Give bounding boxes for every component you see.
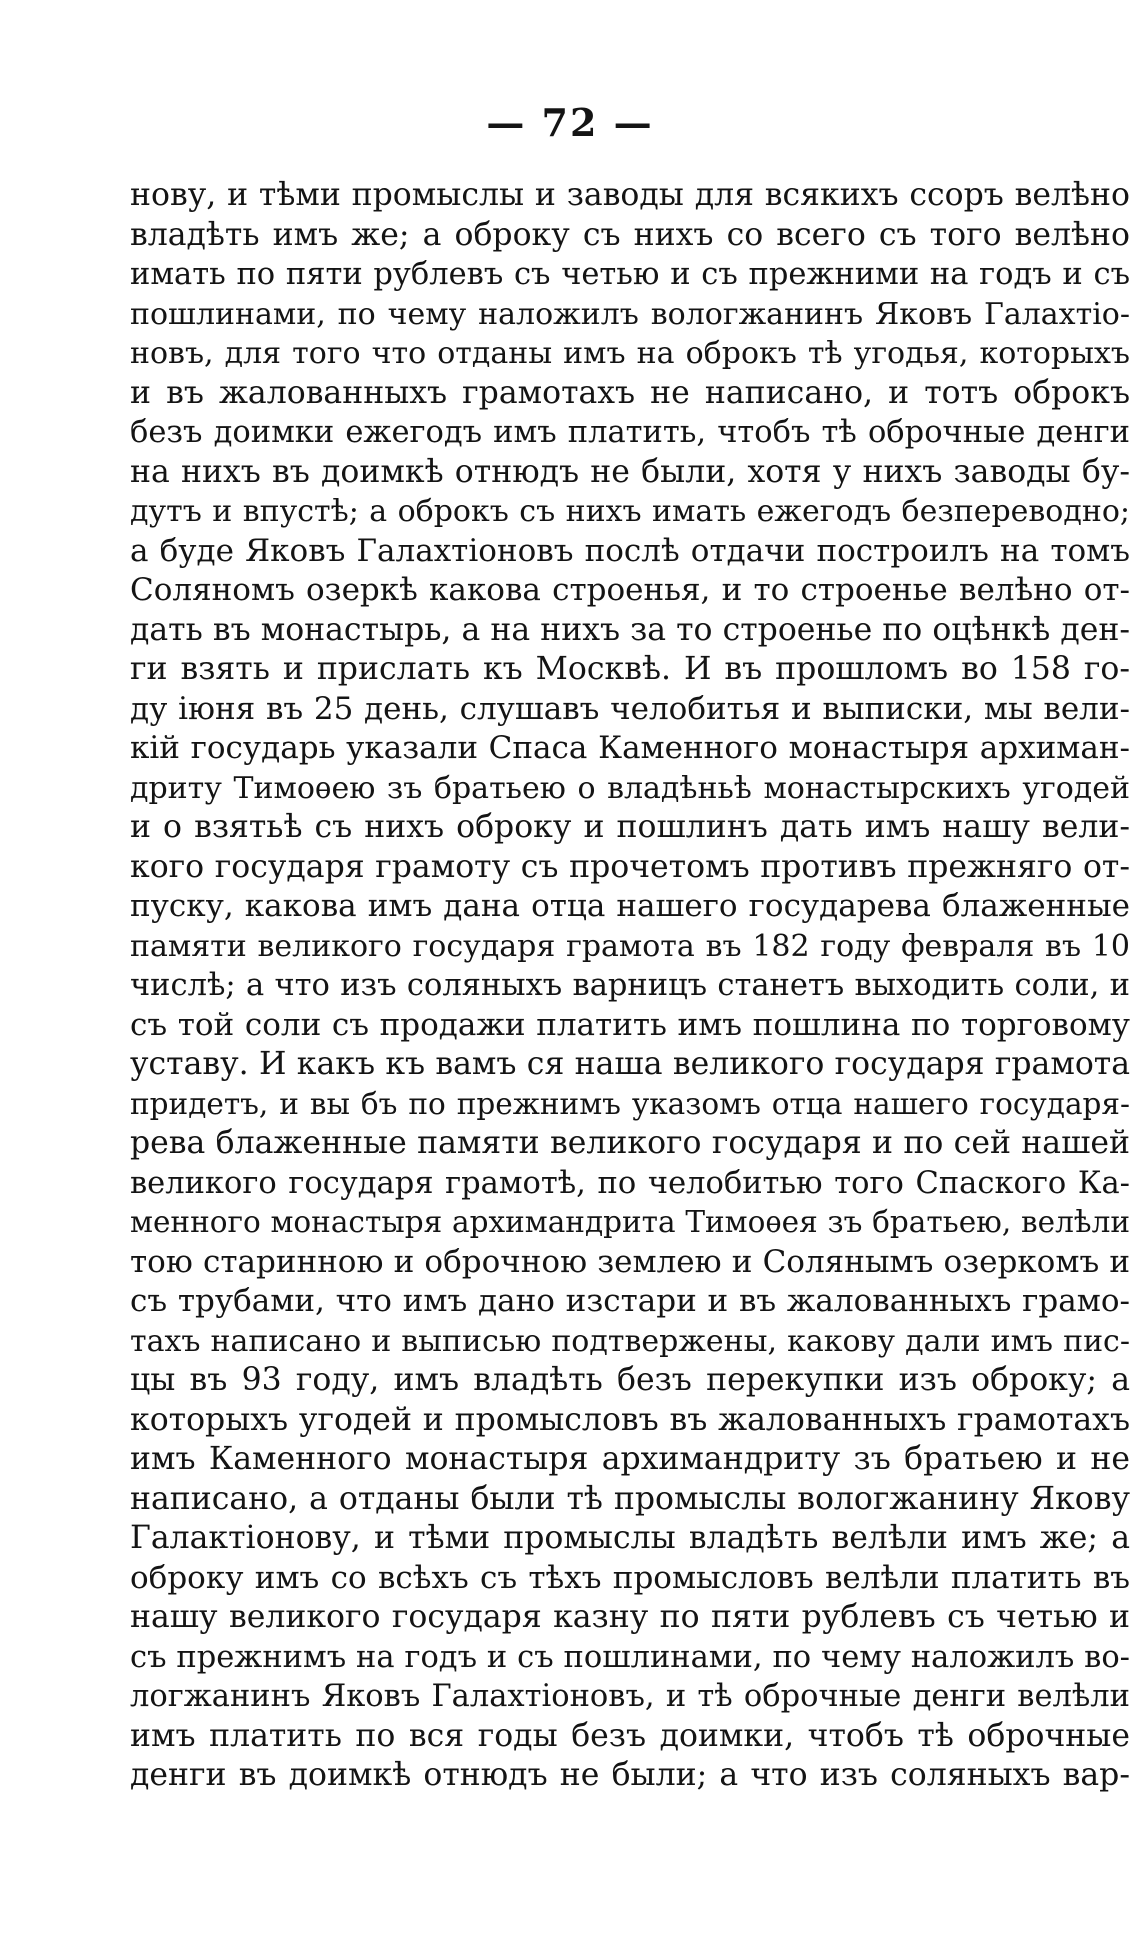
text-line: денги въ доимкѣ отнюдъ не были; а что изъ соляныхъ вар- <box>130 1757 1130 1793</box>
text-line: нашу великого государя казну по пяти рублевъ съ четью и <box>130 1599 1130 1635</box>
text-line: тою старинною и оброчною землею и Солянымъ озеркомъ и <box>130 1243 1130 1280</box>
text-line: дать въ монастырь, а на нихъ за то строенье по оцѣнкѣ ден- <box>130 611 1130 648</box>
text-line: нову, и тѣми промыслы и заводы для всякихъ ссоръ велѣно <box>130 177 1130 213</box>
text-line: рева блаженные памяти великого государя и по сей нашей <box>130 1125 1130 1161</box>
text-line: уставу. И какъ къ вамъ ся наша великого государя грамота <box>130 1046 1130 1082</box>
text-line: оброку имъ со всѣхъ съ тѣхъ промысловъ велѣли платить въ <box>130 1559 1130 1596</box>
text-line: дутъ и впустѣ; а оброкъ съ нихъ имать ежегодъ безпереводно; <box>130 494 1130 529</box>
text-line: дриту Тимоѳею зъ братьею о владѣньѣ монастырскихъ угодей <box>130 770 1130 806</box>
text-line: числѣ; а что изъ соляныхъ варницъ станетъ выходить соли, и <box>130 968 1130 1003</box>
text-line: а буде Яковъ Галахтіоновъ послѣ отдачи построилъ на томъ <box>130 532 1130 569</box>
text-line: новъ, для того что отданы имъ на оброкъ тѣ угодья, которыхъ <box>130 336 1130 371</box>
text-line: ду іюня въ 25 день, слушавъ челобитья и выписки, мы вели- <box>130 690 1130 727</box>
text-line: имъ Каменного монастыря архимандриту зъ братьею и не <box>130 1441 1130 1477</box>
body-text <box>130 176 1130 1796</box>
text-line: логжанинъ Яковъ Галахтіоновъ, и тѣ оброчные денги велѣли <box>130 1679 1130 1714</box>
page-number: — 72 — <box>486 100 654 145</box>
text-line: съ трубами, что имъ дано изстари и въ жалованныхъ грамо- <box>130 1283 1130 1319</box>
text-line: пошлинами, по чему наложилъ вологжанинъ Яковъ Галахтіо- <box>130 296 1130 332</box>
text-line: написано, а отданы были тѣ промыслы вологжанину Якову <box>130 1480 1130 1517</box>
text-line: и о взятьѣ съ нихъ оброку и пошлинъ дать имъ нашу вели- <box>130 809 1130 845</box>
text-line: ги взять и прислать къ Москвѣ. И въ прошломъ во 158 го- <box>130 651 1130 687</box>
text-line: пуску, какова имъ дана отца нашего государева блаженные <box>130 888 1130 924</box>
text-line: кій государь указали Спаса Каменного монастыря архиман- <box>130 730 1130 766</box>
text-line: имъ платить по вся годы безъ доимки, чтобъ тѣ оброчные <box>130 1717 1130 1754</box>
text-line: владѣть имъ же; а оброку съ нихъ со всего съ того велѣно <box>130 216 1130 253</box>
text-line: съ прежнимъ на годъ и съ пошлинами, по чему наложилъ во- <box>130 1639 1130 1675</box>
text-line: менного монастыря архимандрита Тимоѳея зъ братьею, велѣли <box>130 1205 1130 1239</box>
text-line: на нихъ въ доимкѣ отнюдъ не были, хотя у нихъ заводы бу- <box>130 453 1130 490</box>
text-line: кого государя грамоту съ прочетомъ противъ прежняго от- <box>130 848 1130 885</box>
text-line: Соляномъ озеркѣ какова строенья, и то строенье велѣно от- <box>130 572 1130 608</box>
text-line: съ той соли съ продажи платить имъ пошлина по торговому <box>130 1006 1130 1043</box>
text-line: безъ доимки ежегодъ имъ платить, чтобъ тѣ оброчные денги <box>130 415 1130 450</box>
text-line: имать по пяти рублевъ съ четью и съ прежними на годъ и съ <box>130 257 1130 292</box>
text-line: тахъ написано и выписью подтвержены, какову дали имъ пис- <box>130 1323 1130 1359</box>
text-line: цы въ 93 году, имъ владѣть безъ перекупки изъ оброку; а <box>130 1362 1130 1398</box>
text-line: великого государя грамотѣ, по челобитью того Спаского Ка- <box>130 1165 1130 1201</box>
text-line: Галактіонову, и тѣми промыслы владѣть велѣли имъ же; а <box>130 1520 1130 1556</box>
text-line: придетъ, и вы бъ по прежнимъ указомъ отца нашего государя- <box>130 1086 1130 1121</box>
text-line: и въ жалованныхъ грамотахъ не написано, и тотъ оброкъ <box>130 374 1130 411</box>
text-line: памяти великого государя грамота въ 182 году февраля въ 10 <box>130 928 1130 964</box>
text-line: которыхъ угодей и промысловъ въ жалованныхъ грамотахъ <box>130 1401 1130 1438</box>
